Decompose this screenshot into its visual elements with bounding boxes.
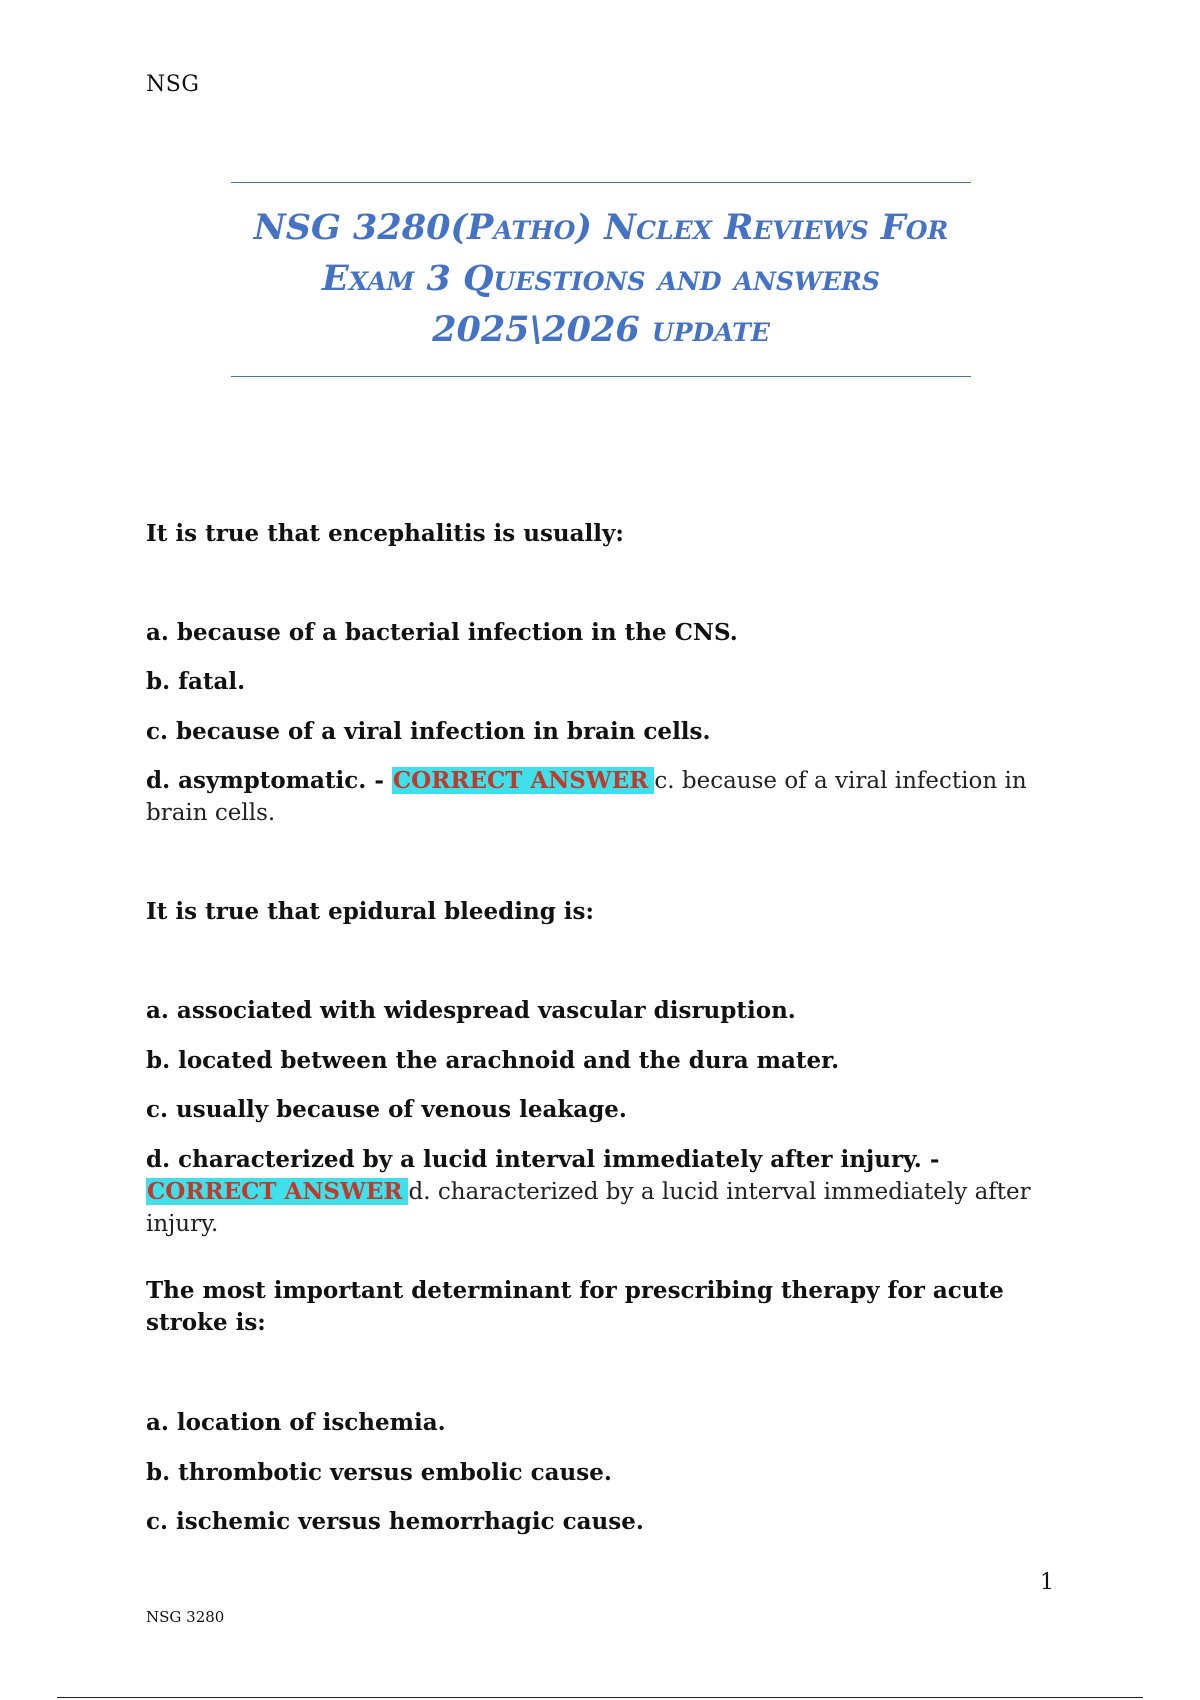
question-stem: The most important determinant for prescribing therapy for acute stroke is: — [146, 1277, 1004, 1336]
option-text: d. characterized by a lucid interval immediately after injury. - — [146, 1146, 940, 1173]
title-part: eviews — [753, 207, 869, 248]
title-part: atho — [493, 207, 576, 248]
question-stem: It is true that encephalitis is usually: — [146, 520, 624, 547]
title-part: clex — [636, 207, 713, 248]
title-part: NSG 3280(P — [253, 207, 494, 248]
answer-option: c. usually because of venous leakage. — [146, 1096, 627, 1123]
answer-option: b. thrombotic versus embolic cause. — [146, 1459, 612, 1486]
title-part: or — [905, 207, 949, 248]
answer-option: a. associated with widespread vascular disruption. — [146, 997, 796, 1024]
title-line-3 — [231, 304, 971, 355]
page-footer: NSG 3280 — [146, 1608, 225, 1626]
answer-option-with-key — [146, 1144, 1036, 1240]
title-part: ) N — [575, 207, 637, 248]
page-number: 1 — [1040, 1570, 1054, 1595]
answer-option: c. because of a viral infection in brain cells. — [146, 718, 711, 745]
title-part: 3 Q — [414, 258, 494, 299]
title-top-rule — [231, 182, 971, 183]
title-part: update — [651, 309, 770, 350]
answer-option: b. located between the arachnoid and the dura mater. — [146, 1047, 840, 1074]
title-part: R — [712, 207, 754, 248]
page-header: NSG — [146, 72, 200, 97]
answer-option-with-key — [146, 765, 1036, 829]
answer-option: a. because of a bacterial infection in the CNS. — [146, 619, 738, 646]
title-line-2 — [231, 253, 971, 304]
answer-option: b. fatal. — [146, 668, 246, 695]
title-part: uestions and answers — [493, 258, 880, 299]
title-line-1 — [231, 202, 971, 253]
correct-answer-label: CORRECT ANSWER — [392, 767, 654, 794]
title-part: E — [322, 258, 349, 299]
title-bottom-rule — [231, 376, 971, 377]
title-part: F — [868, 207, 906, 248]
title-part: 2025\2026 — [432, 309, 652, 350]
answer-option: a. location of ischemia. — [146, 1409, 446, 1436]
page-bottom-rule — [57, 1697, 1143, 1698]
document-title — [231, 202, 971, 355]
answer-key-text: c. because of a viral infection in brain cells. — [146, 768, 1027, 826]
question-stem: It is true that epidural bleeding is: — [146, 898, 594, 925]
title-part: xam — [348, 258, 415, 299]
correct-answer-label: CORRECT ANSWER — [146, 1178, 408, 1205]
answer-key-text: d. characterized by a lucid interval immediately after injury. — [146, 1179, 1031, 1237]
answer-option: c. ischemic versus hemorrhagic cause. — [146, 1508, 644, 1535]
option-text: d. asymptomatic. - — [146, 767, 392, 794]
